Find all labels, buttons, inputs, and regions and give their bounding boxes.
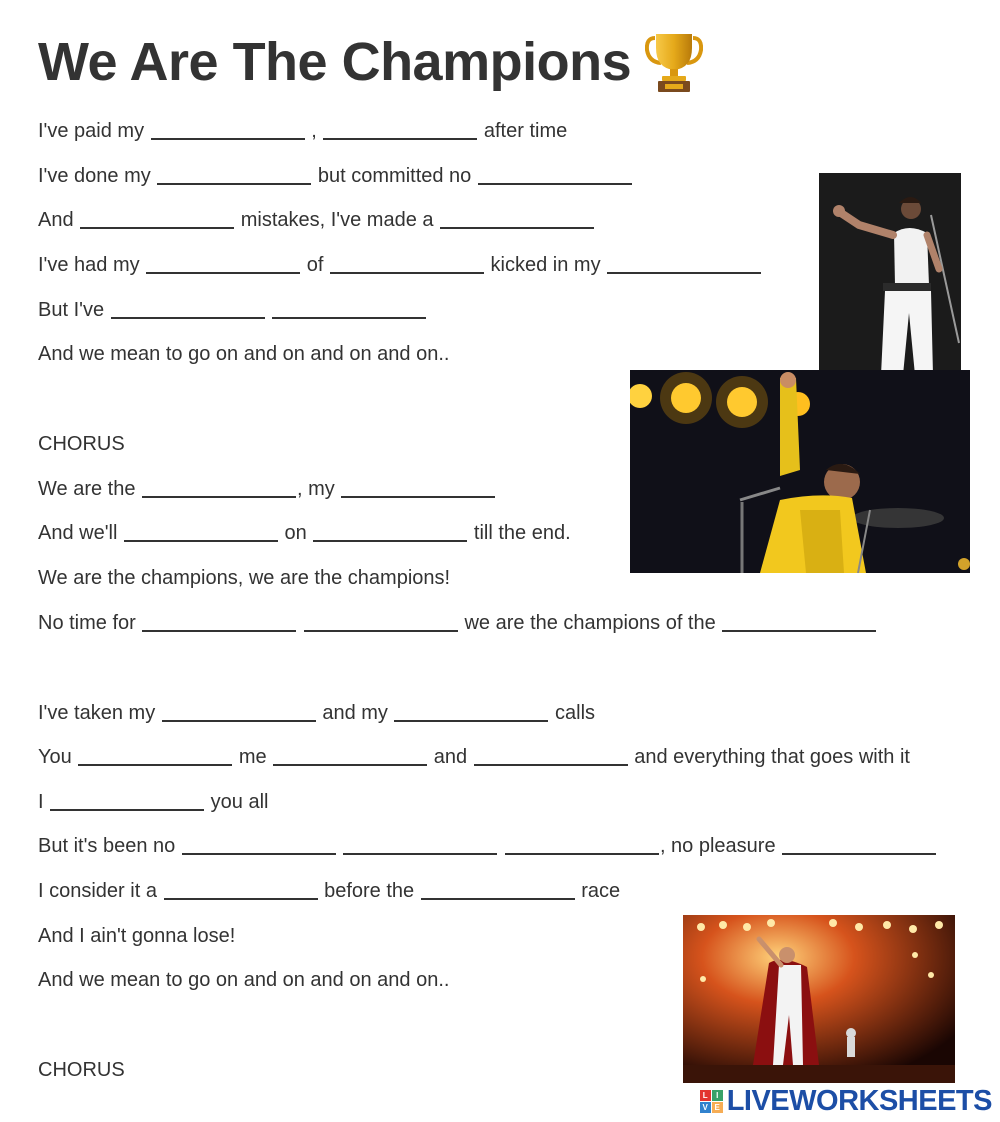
answer-blank[interactable] bbox=[505, 833, 659, 855]
lyric-line bbox=[38, 878, 620, 904]
answer-blank[interactable] bbox=[343, 833, 497, 855]
lyric-line bbox=[38, 967, 449, 993]
lyric-line bbox=[38, 923, 235, 949]
photo-singer-yellow-jacket-image bbox=[630, 370, 970, 573]
lyric-text: and my bbox=[316, 702, 394, 724]
answer-blank[interactable] bbox=[440, 207, 594, 229]
answer-blank[interactable] bbox=[164, 878, 318, 900]
lyric-line bbox=[38, 565, 450, 591]
logo-letter-tile: I bbox=[712, 1090, 723, 1101]
lyric-text: , no pleasure bbox=[659, 835, 782, 857]
answer-blank[interactable] bbox=[394, 700, 548, 722]
answer-blank[interactable] bbox=[146, 252, 300, 274]
logo-letter-tile: E bbox=[712, 1102, 723, 1113]
lyric-text: mistakes, I've made a bbox=[235, 209, 440, 231]
lyric-text: And we'll bbox=[38, 522, 123, 544]
answer-blank[interactable] bbox=[142, 476, 296, 498]
lyric-text: till the end. bbox=[468, 522, 571, 544]
lyric-text: I've had my bbox=[38, 254, 146, 276]
lyric-line bbox=[38, 744, 910, 770]
lyric-text: you all bbox=[205, 791, 269, 813]
lyric-line bbox=[38, 700, 595, 726]
lyric-text: we are the champions of the bbox=[458, 612, 722, 634]
lyric-text bbox=[266, 299, 272, 321]
lyric-text: on bbox=[278, 522, 313, 544]
lyric-text: You bbox=[38, 746, 78, 768]
answer-blank[interactable] bbox=[722, 610, 876, 632]
lyric-text: But it's been no bbox=[38, 835, 181, 857]
lyric-line bbox=[38, 163, 633, 189]
answer-blank[interactable] bbox=[273, 744, 427, 766]
lyric-text: We are the champions, we are the champions! bbox=[38, 567, 451, 589]
lyric-text: I consider it a bbox=[38, 880, 163, 902]
lyric-line bbox=[38, 789, 269, 815]
lyric-text bbox=[498, 835, 504, 857]
lyric-text: I've taken my bbox=[38, 702, 161, 724]
lyric-text: kicked in my bbox=[485, 254, 607, 276]
lyric-line bbox=[38, 476, 496, 502]
answer-blank[interactable] bbox=[304, 610, 458, 632]
lyric-text: calls bbox=[549, 702, 596, 724]
lyric-text: And we mean to go on and on and on and on.. bbox=[38, 343, 450, 365]
answer-blank[interactable] bbox=[341, 476, 495, 498]
answer-blank[interactable] bbox=[272, 297, 426, 319]
lyric-text: after time bbox=[478, 120, 568, 142]
answer-blank[interactable] bbox=[78, 744, 232, 766]
photo-singer-white-tank-image bbox=[819, 173, 961, 375]
lyric-text bbox=[297, 612, 303, 634]
logo-letter-tile: V bbox=[700, 1102, 711, 1113]
lyric-text bbox=[337, 835, 343, 857]
lyric-text: And we mean to go on and on and on and on.. bbox=[38, 969, 450, 991]
lyric-text: but committed no bbox=[312, 165, 477, 187]
liveworksheets-logo-text: LIVEWORKSHEETS bbox=[726, 1084, 992, 1117]
answer-blank[interactable] bbox=[50, 789, 204, 811]
lyric-text: , my bbox=[297, 478, 341, 500]
lyric-line bbox=[38, 610, 877, 636]
answer-blank[interactable] bbox=[607, 252, 761, 274]
lyric-line bbox=[38, 297, 427, 323]
answer-blank[interactable] bbox=[421, 878, 575, 900]
lyric-text: me bbox=[233, 746, 273, 768]
trophy-icon bbox=[645, 30, 703, 94]
answer-blank[interactable] bbox=[323, 118, 477, 140]
lyric-text: CHORUS bbox=[38, 433, 125, 455]
lyric-text: before the bbox=[318, 880, 420, 902]
lyric-text: And I ain't gonna lose! bbox=[38, 925, 236, 947]
lyric-line bbox=[38, 520, 571, 546]
answer-blank[interactable] bbox=[162, 700, 316, 722]
lyric-text: I bbox=[38, 791, 50, 813]
lyric-line bbox=[38, 118, 567, 144]
lyric-text: And bbox=[38, 209, 80, 231]
photo-singer-stage-cape-image bbox=[683, 915, 955, 1083]
lyric-line bbox=[38, 1057, 125, 1083]
page-title bbox=[38, 30, 703, 94]
answer-blank[interactable] bbox=[782, 833, 936, 855]
logo-letter-tile: L bbox=[700, 1090, 711, 1101]
lyric-line bbox=[38, 341, 449, 367]
lyric-text: and bbox=[428, 746, 473, 768]
lyric-text: and everything that goes with it bbox=[628, 746, 910, 768]
lyric-text: of bbox=[301, 254, 329, 276]
lyric-text: CHORUS bbox=[38, 1059, 125, 1081]
lyric-text: We are the bbox=[38, 478, 142, 500]
liveworksheets-logo bbox=[700, 1083, 992, 1119]
answer-blank[interactable] bbox=[474, 744, 628, 766]
lyric-text: race bbox=[575, 880, 621, 902]
photo-singer-yellow-jacket bbox=[630, 370, 970, 573]
lyric-line bbox=[38, 207, 595, 233]
answer-blank[interactable] bbox=[142, 610, 296, 632]
lyric-text: I've paid my bbox=[38, 120, 150, 142]
lyric-line bbox=[38, 431, 125, 457]
answer-blank[interactable] bbox=[313, 520, 467, 542]
answer-blank[interactable] bbox=[157, 163, 311, 185]
answer-blank[interactable] bbox=[124, 520, 278, 542]
photo-singer-stage-cape bbox=[683, 915, 955, 1083]
answer-blank[interactable] bbox=[330, 252, 484, 274]
answer-blank[interactable] bbox=[80, 207, 234, 229]
lyric-line bbox=[38, 252, 762, 278]
lyric-text: But I've bbox=[38, 299, 110, 321]
lyric-text: I've done my bbox=[38, 165, 157, 187]
title-text: We Are The Champions bbox=[38, 32, 632, 92]
lyric-line bbox=[38, 833, 937, 859]
answer-blank[interactable] bbox=[182, 833, 336, 855]
photo-singer-white-tank bbox=[819, 173, 961, 375]
answer-blank[interactable] bbox=[478, 163, 632, 185]
answer-blank[interactable] bbox=[151, 118, 305, 140]
lyric-text: , bbox=[305, 120, 323, 142]
answer-blank[interactable] bbox=[111, 297, 265, 319]
lyric-text: No time for bbox=[38, 612, 142, 634]
liveworksheets-logo-mark bbox=[700, 1090, 723, 1113]
